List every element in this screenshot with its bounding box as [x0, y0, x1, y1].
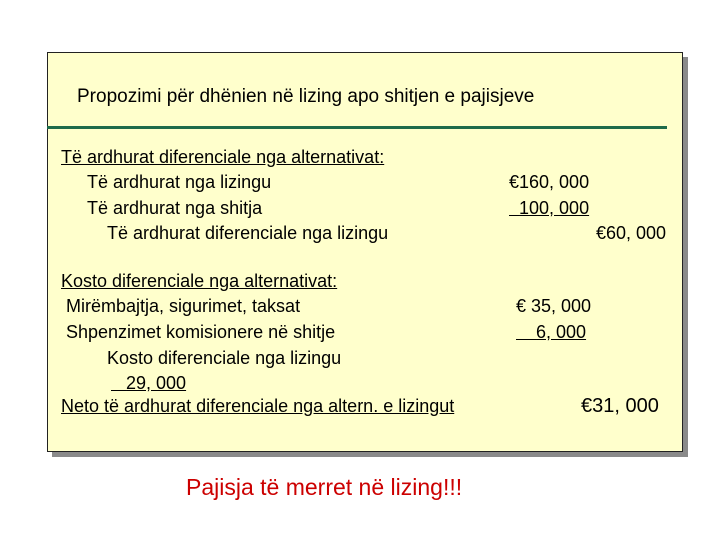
revenue-difference-label: Të ardhurat diferenciale nga lizingu	[107, 223, 389, 243]
costs-heading: Kosto diferenciale nga alternativat:	[61, 271, 338, 291]
lease-revenue-label: Të ardhurat nga lizingu	[87, 172, 272, 192]
commission-amount: 6, 000	[536, 322, 587, 342]
cost-difference-label: Kosto diferenciale nga lizingu	[107, 348, 342, 368]
net-difference-value: €31, 000	[581, 395, 659, 417]
conclusion-text: Pajisja të merret në lizing!!!	[186, 474, 463, 500]
sale-revenue-value	[509, 197, 589, 219]
maintenance-label: Mirëmbajtja, sigurimet, taksat	[66, 296, 301, 316]
sale-revenue-label: Të ardhurat nga shitja	[87, 198, 263, 218]
slide-title: Propozimi për dhënien në lizing apo shitjen e pajisjeve	[77, 86, 535, 107]
maintenance-value: € 35, 000	[516, 296, 592, 316]
sale-revenue-amount: 100, 000	[519, 198, 590, 218]
revenue-difference-value: €60, 000	[596, 223, 667, 243]
lease-revenue-value: €160, 000	[509, 172, 590, 192]
commission-value	[516, 321, 586, 343]
title-divider	[47, 126, 667, 129]
net-difference-label: Neto të ardhurat diferenciale nga altern. e lizingut	[61, 396, 455, 416]
cost-difference-value	[111, 372, 186, 394]
cost-difference-amount: 29, 000	[126, 373, 187, 393]
commission-label: Shpenzimet komisionere në shitje	[66, 322, 336, 342]
revenues-heading: Të ardhurat diferenciale nga alternativat:	[61, 147, 385, 167]
